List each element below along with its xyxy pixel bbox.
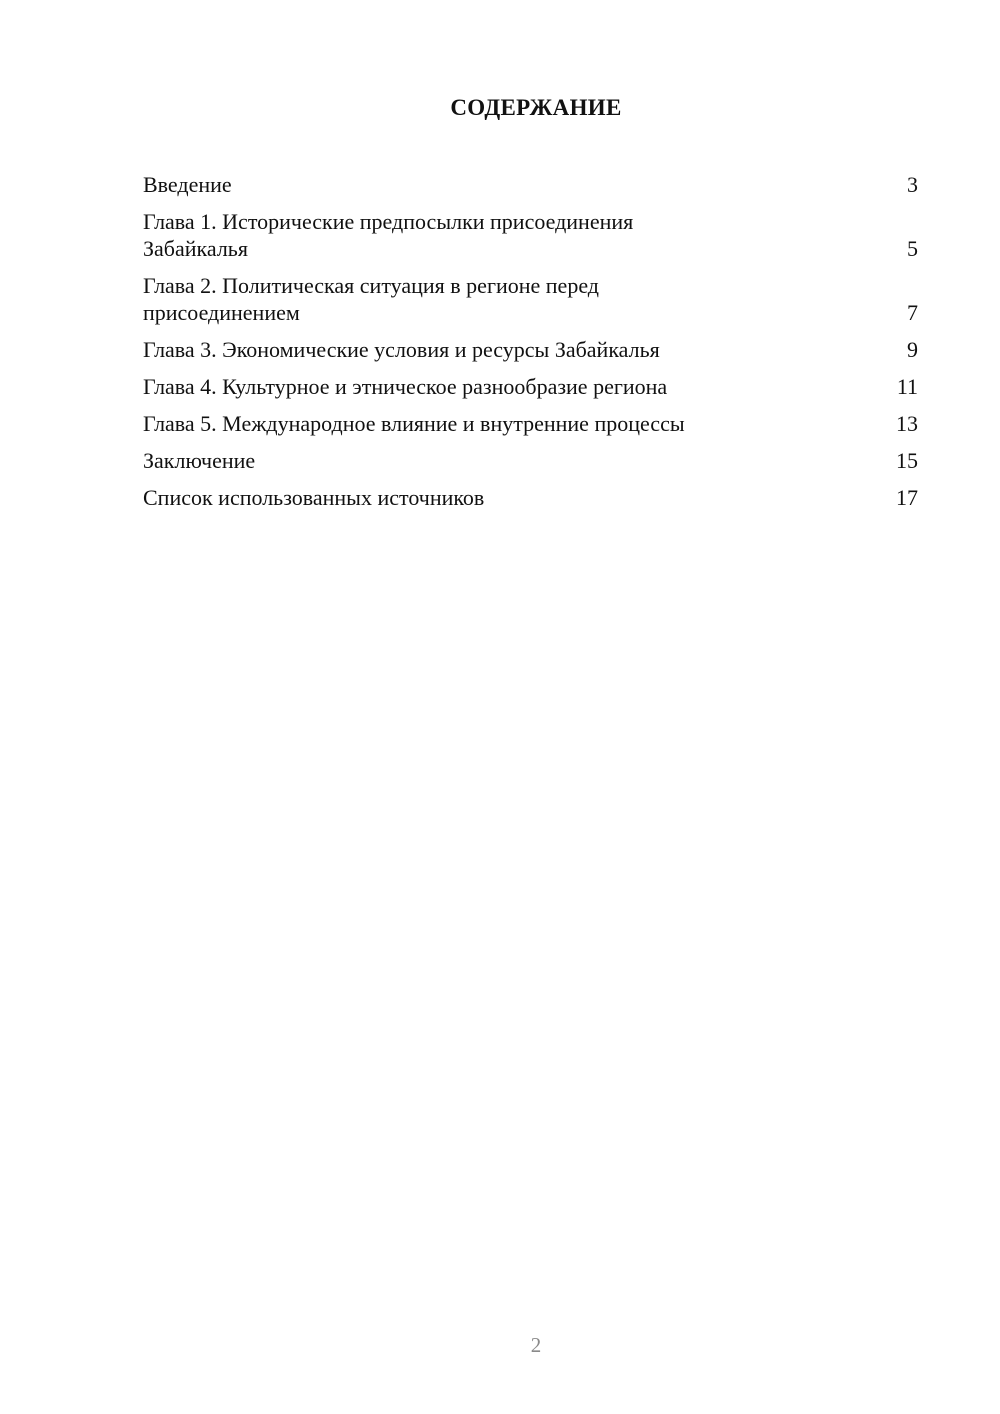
toc-entry-chapter-1: [143, 208, 918, 262]
toc-entry-chapter-3: [143, 336, 918, 363]
toc-entry-label: Глава 2. Политическая ситуация в регионе перед присоединением: [143, 273, 599, 325]
toc-entry-label: Глава 3. Экономические условия и ресурсы Забайкалья: [143, 337, 660, 362]
page-number: 2: [530, 1333, 542, 1357]
toc-entry-chapter-5: [143, 410, 918, 437]
page-title: СОДЕРЖАНИЕ: [450, 95, 622, 120]
toc-entry-references: [143, 484, 918, 511]
toc-entry-introduction: [143, 171, 918, 198]
toc-entry-page: 7: [907, 300, 918, 325]
toc-entry-page: 17: [896, 485, 918, 510]
toc-entry-page: 3: [907, 172, 918, 197]
toc-entry-page: 5: [907, 236, 918, 261]
toc-entry-label: Глава 5. Международное влияние и внутренние процессы: [143, 411, 685, 436]
toc-entry-chapter-4: [143, 373, 918, 400]
toc-entry-page: 9: [907, 337, 918, 362]
toc-entry-conclusion: [143, 447, 918, 474]
toc-entry-label: Глава 4. Культурное и этническое разнообразие региона: [143, 374, 668, 399]
toc-entry-chapter-2: [143, 272, 918, 326]
toc-entry-page: 11: [896, 374, 918, 399]
toc-entry-page: 13: [896, 411, 918, 436]
toc-entry-label: Введение: [143, 172, 232, 197]
toc-entry-label: Список использованных источников: [143, 485, 485, 510]
toc-entry-label: Глава 1. Исторические предпосылки присоединения Забайкалья: [143, 209, 634, 261]
toc-entry-page: 15: [896, 448, 918, 473]
table-of-contents: [143, 171, 918, 521]
toc-entry-label: Заключение: [143, 448, 256, 473]
